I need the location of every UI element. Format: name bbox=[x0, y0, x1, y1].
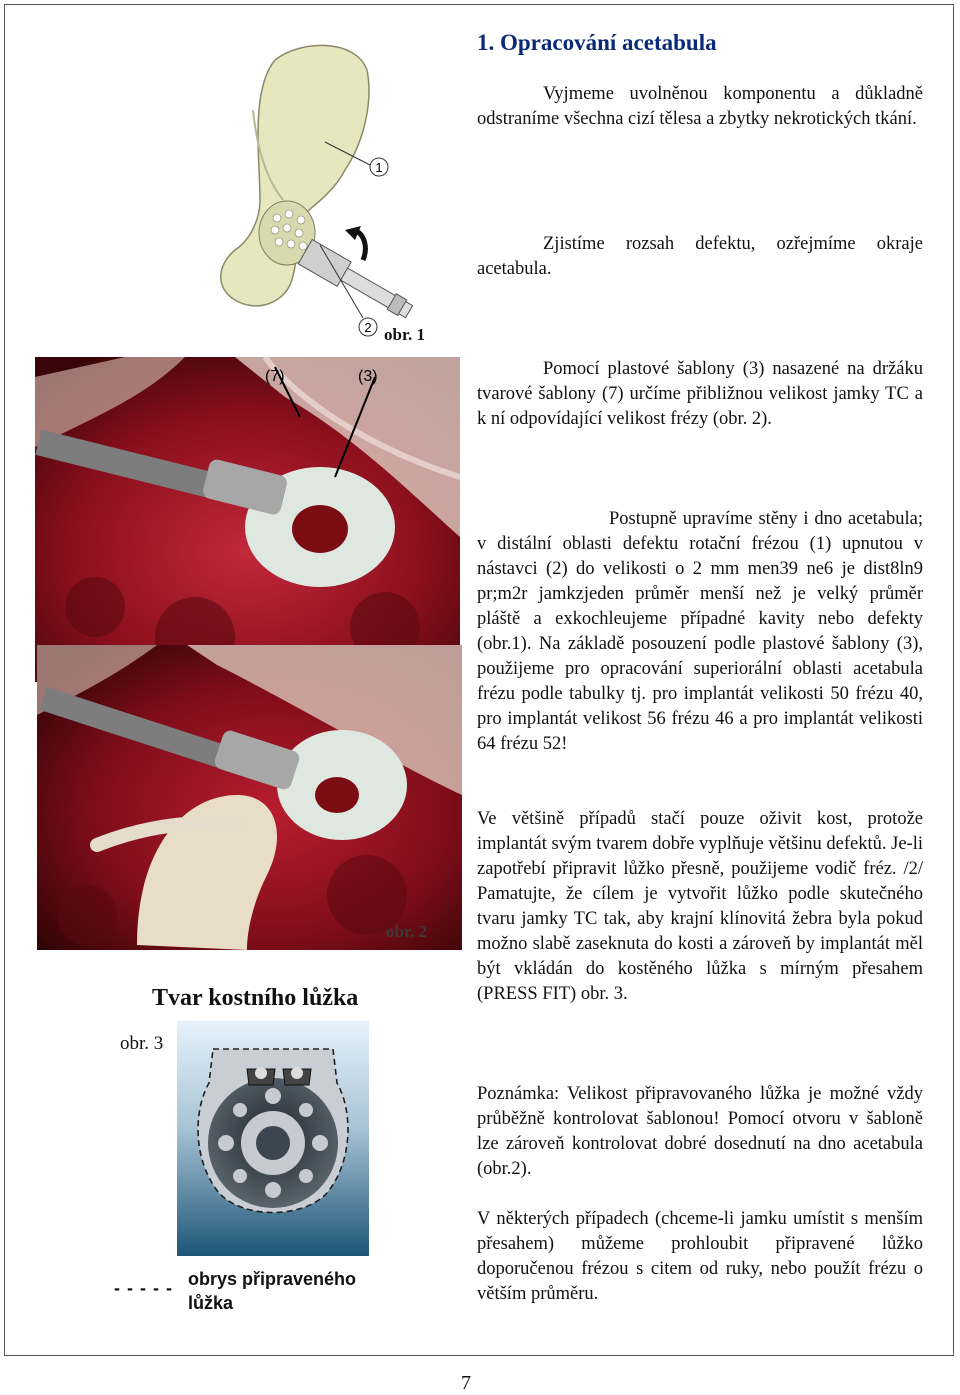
fig1-label-2: 2 bbox=[364, 320, 372, 335]
fig2-caption: obr. 2 bbox=[386, 922, 427, 941]
fig3-legend-dash: - - - - - bbox=[114, 1278, 173, 1298]
page-title: 1. Opracování acetabula bbox=[477, 30, 717, 55]
surgical-photo-bottom bbox=[37, 645, 462, 950]
surgical-photo-bottom-art bbox=[37, 645, 462, 950]
paragraph-3 bbox=[477, 357, 923, 432]
paragraph-1-text: Vyjmeme uvolněnou komponentu a důkladně odstraníme všechna cizí tělesa a zbytky nekrotických tkání. bbox=[477, 84, 923, 129]
paragraph-2-text: Zjistíme rozsah defektu, ozřejmíme okraje acetabula. bbox=[477, 234, 923, 279]
pelvis-illustration bbox=[205, 30, 455, 350]
paragraph-7 bbox=[477, 1207, 923, 1307]
surgical-photo-top bbox=[35, 357, 460, 682]
paragraph-5-text: Ve většině případů stačí pouze oživit kost, protože implantát svým tvarem dobře vyplňuje většinu defektů. Je-li zapotřebí připravit lůžko přesně, použijeme vodič fréz. /2/ Pamatujte, že cílem je vytvořit lůžko podle skutečného tvaru jamky TC tak, aby krajní klínovitá žebra byla pokud možno slabě zaseknuta do kosti a zároveň by implantát měl být vkládán do kostěného lůžka s mírným přesahem (PRESS FIT) obr. 3. bbox=[477, 809, 923, 1004]
fig2-label-7: (7) bbox=[265, 368, 285, 385]
fig2-label-3: (3) bbox=[358, 368, 378, 385]
fig1-caption: obr. 1 bbox=[384, 325, 425, 344]
fig3-caption: obr. 3 bbox=[120, 1033, 164, 1054]
paragraph-6 bbox=[477, 1082, 923, 1182]
page-number: 7 bbox=[461, 1372, 471, 1394]
fig3-legend-text: obrys připraveného lůžka bbox=[188, 1269, 357, 1313]
paragraph-4 bbox=[477, 507, 923, 757]
paragraph-1 bbox=[477, 82, 923, 132]
implant-bed-diagram bbox=[177, 1021, 369, 1256]
fig1-label-1: 1 bbox=[375, 160, 383, 175]
paragraph-3-text: Pomocí plastové šablony (3) nasazené na držáku tvarové šablony (7) určíme přibližnou velikost jamky TC a k ní odpovídající velikost frézy (obr. 2). bbox=[477, 359, 923, 429]
surgical-photo-top-art bbox=[35, 357, 460, 682]
paragraph-5 bbox=[477, 807, 923, 1007]
paragraph-2 bbox=[477, 232, 923, 282]
paragraph-7-text: V některých případech (chceme-li jamku umístit s menším přesahem) můžeme prohloubit připravené lůžko doporučenou frézou s citem od ruky, nebo použít frézu o větším průměru. bbox=[477, 1209, 923, 1304]
paragraph-4-text: Postupně upravíme stěny i dno acetabula; v distální oblasti defektu rotační frézou (1) upnutou v nástavci (2) do velikosti o 2 mm men39 ne6 je dist8ln9 pr;m2r jamkzjeden průměr menší než je velký průměr pláště a exkochleujeme případné kavity nebo defekty (obr.1). Na základě posouzení podle plastové šablony (3), použijeme pro opracování superiorální oblasti acetabula frézu podle tabulky tj. pro implantát velikosti 50 frézu 40, pro implantát velikost 56 frézu 46 a pro implantát velikosti 64 frézu 52! bbox=[477, 509, 923, 754]
paragraph-6-text: Poznámka: Velikost připravovaného lůžka je možné vždy průběžně kontrolovat šablonou! Pomocí otvoru v šabloně lze zároveň kontrolovat dobré dosednutí na dno acetabula (obr.2). bbox=[477, 1084, 923, 1179]
fig3-title: Tvar kostního lůžka bbox=[152, 985, 359, 1011]
